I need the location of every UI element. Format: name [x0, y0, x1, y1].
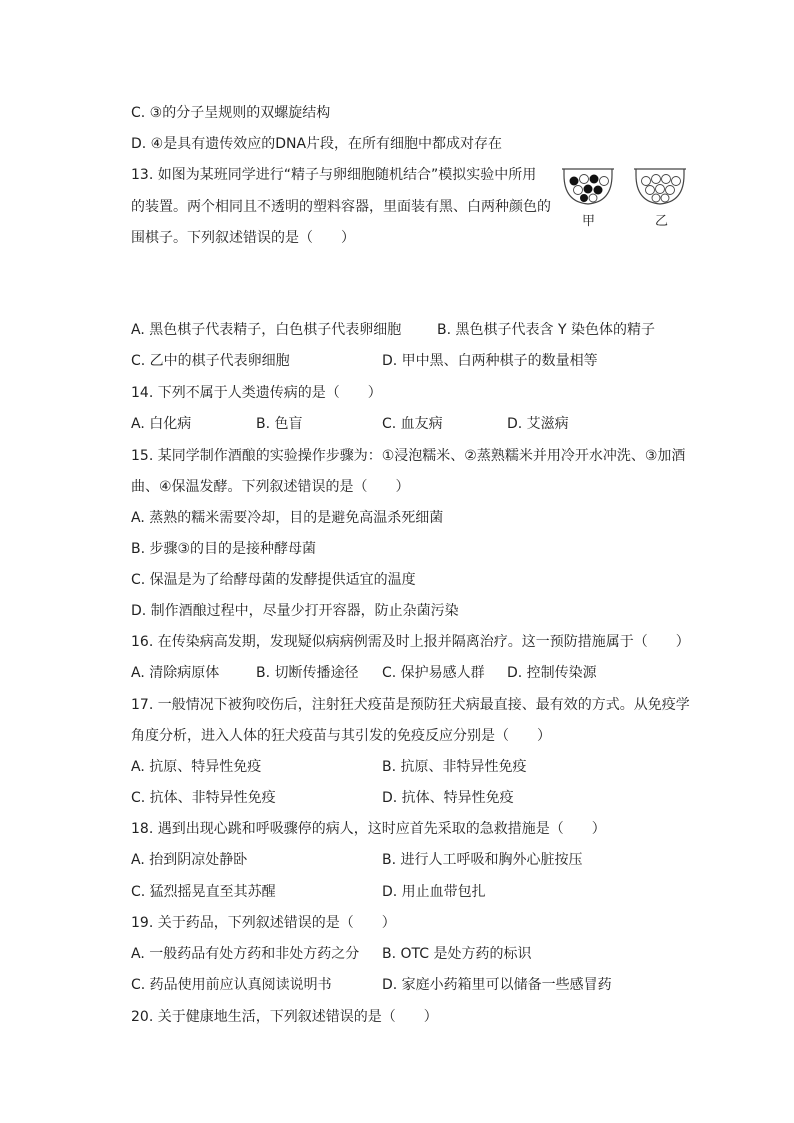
white-piece [662, 175, 671, 184]
q14-options-row [131, 414, 701, 434]
white-piece [600, 177, 609, 186]
container-jia [562, 169, 614, 204]
white-piece [656, 185, 665, 194]
black-piece [594, 186, 603, 195]
q17-option-c: C. 抗体、非特异性免疫 [131, 790, 276, 806]
black-piece [580, 194, 588, 202]
white-piece [589, 194, 597, 202]
white-piece [672, 177, 681, 186]
q16-option-b: B. 切断传播途径 [256, 665, 359, 681]
q13-option-c: C. 乙中的棋子代表卵细胞 [131, 353, 290, 369]
q18-option-d: D. 用止血带包扎 [382, 884, 486, 900]
q16-option-a: A. 清除病原体 [131, 665, 220, 681]
q19-options-row-1 [131, 944, 701, 964]
q13-options-row-2 [131, 351, 701, 371]
q15-option-c: C. 保温是为了给酵母菌的发酵提供适宜的温度 [131, 572, 416, 588]
q17-option-d: D. 抗体、特异性免疫 [382, 790, 514, 806]
q18-options-row-1 [131, 850, 701, 870]
q19-option-b: B. OTC 是处方药的标识 [382, 946, 532, 962]
white-piece [646, 186, 655, 195]
q13-options-row-1 [131, 320, 701, 340]
container-diagram-svg [560, 166, 690, 236]
q16-option-d: D. 控制传染源 [507, 665, 597, 681]
q18-stem: 18. 遇到出现心跳和呼吸骤停的病人，这时应首先采取的急救措施是（ ） [131, 821, 606, 837]
q15-option-d: D. 制作酒酿过程中，尽量少打开容器，防止杂菌污染 [131, 603, 459, 619]
black-piece [590, 175, 599, 184]
q19-option-c: C. 药品使用前应认真阅读说明书 [131, 977, 332, 993]
white-piece [652, 175, 661, 184]
q17-option-b: B. 抗原、非特异性免疫 [382, 759, 527, 775]
q20-stem: 20. 关于健康地生活，下列叙述错误的是（ ） [131, 1009, 438, 1025]
q17-stem-line-1: 17. 一般情况下被狗咬伤后，注射狂犬疫苗是预防狂犬病最直接、最有效的方式。从免疫学 [131, 697, 690, 713]
q15-stem-line-1: 15. 某同学制作酒酿的实验操作步骤为：①浸泡糯米、②蒸熟糯米并用冷开水冲洗、③加酒 [131, 448, 686, 464]
q18-option-b: B. 进行人工呼吸和胸外心脏按压 [382, 852, 583, 868]
black-piece [584, 185, 593, 194]
q17-options-row-1 [131, 757, 701, 777]
q18-options-row-2 [131, 882, 701, 902]
white-piece [666, 186, 675, 195]
q14-option-b: B. 色盲 [256, 416, 303, 432]
q13-option-d: D. 甲中黑、白两种棋子的数量相等 [382, 353, 598, 369]
q14-stem: 14. 下列不属于人类遗传病的是（ ） [131, 385, 382, 401]
q14-option-c: C. 血友病 [382, 416, 443, 432]
q12-option-d: D. ④是具有遗传效应的DNA片段，在所有细胞中都成对存在 [131, 136, 503, 152]
q16-option-c: C. 保护易感人群 [382, 665, 485, 681]
black-piece [570, 177, 579, 186]
q13-option-b: B. 黑色棋子代表含 Y 染色体的精子 [437, 322, 655, 338]
white-piece [652, 194, 660, 202]
q15-option-b: B. 步骤③的目的是接种酵母菌 [131, 541, 317, 557]
white-piece [580, 175, 589, 184]
q16-options-row [131, 663, 701, 683]
figure-label-jia: 甲 [582, 214, 596, 229]
container-yi [634, 169, 686, 204]
q19-stem: 19. 关于药品，下列叙述错误的是（ ） [131, 915, 396, 931]
q19-option-a: A. 一般药品有处方药和非处方药之分 [131, 946, 360, 962]
q15-stem-line-2: 曲、④保温发酵。下列叙述错误的是（ ） [131, 479, 410, 495]
q13-option-a: A. 黑色棋子代表精子，白色棋子代表卵细胞 [131, 322, 402, 338]
q18-option-c: C. 猛烈摇晃直至其苏醒 [131, 884, 276, 900]
q17-options-row-2 [131, 788, 701, 808]
white-piece [574, 186, 583, 195]
q13-stem-line-3: 围棋子。下列叙述错误的是（ ） [131, 230, 355, 246]
container-diagram [560, 166, 690, 236]
q16-stem: 16. 在传染病高发期，发现疑似病病例需及时上报并隔离治疗。这一预防措施属于（ ） [131, 634, 690, 650]
q14-option-a: A. 白化病 [131, 416, 192, 432]
q13-stem-line-1: 13. 如图为某班同学进行“精子与卵细胞随机结合”模拟实验中所用 [131, 167, 537, 183]
figure-label-yi: 乙 [655, 214, 669, 229]
q15-option-a: A. 蒸熟的糯米需要冷却，目的是避免高温杀死细菌 [131, 510, 444, 526]
q17-stem-line-2: 角度分析，进入人体的狂犬疫苗与其引发的免疫反应分别是（ ） [131, 728, 551, 744]
q14-option-d: D. 艾滋病 [507, 416, 569, 432]
q17-option-a: A. 抗原、特异性免疫 [131, 759, 262, 775]
q13-stem-line-2: 的装置。两个相同且不透明的塑料容器，里面装有黑、白两种颜色的 [131, 199, 551, 215]
q12-option-c: C. ③的分子呈规则的双螺旋结构 [131, 105, 331, 121]
q18-option-a: A. 抬到阴凉处静卧 [131, 852, 248, 868]
white-piece [661, 194, 669, 202]
q19-options-row-2 [131, 975, 701, 995]
q19-option-d: D. 家庭小药箱里可以储备一些感冒药 [382, 977, 612, 993]
white-piece [642, 177, 651, 186]
